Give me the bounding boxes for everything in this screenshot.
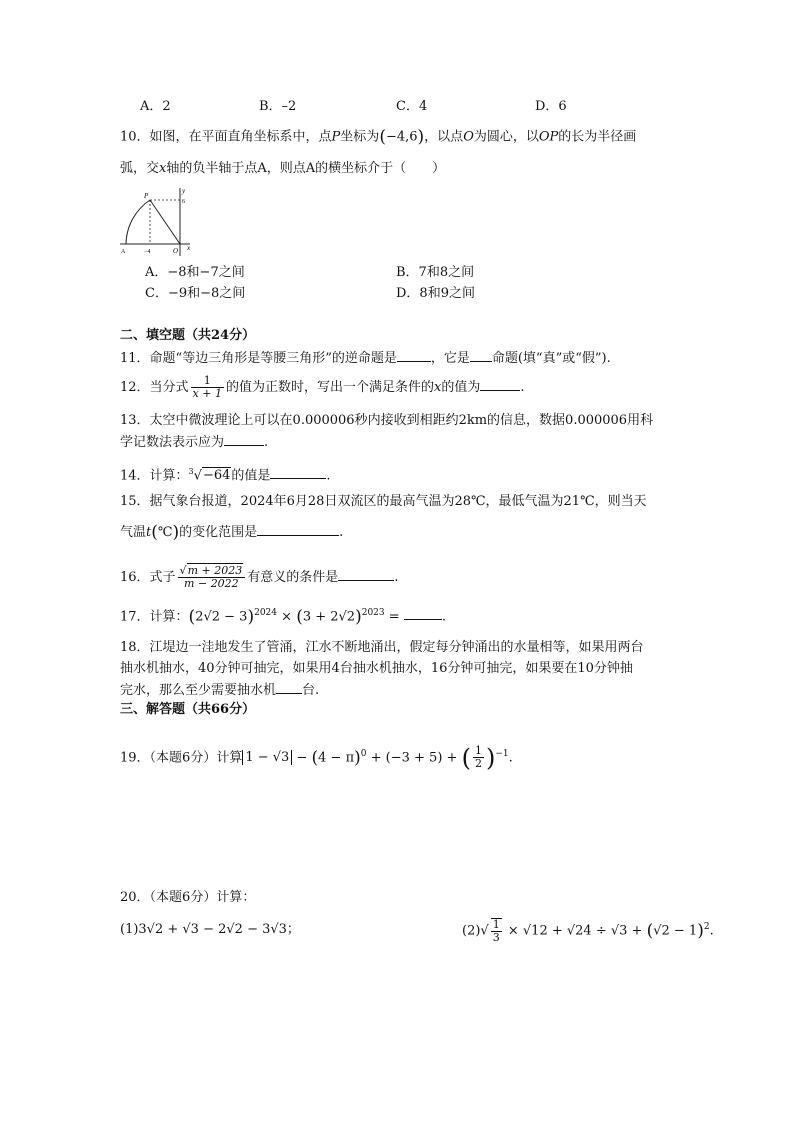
label-x: x bbox=[187, 244, 191, 252]
label-o: O bbox=[173, 247, 179, 255]
q20-part-2: (2)√ $\frac{1}{3}$ × $√12 + √24 \div √3 + (√2 - 1)^2$. bbox=[462, 918, 714, 944]
q9-option-a: A．2 bbox=[140, 99, 171, 114]
q12-blank[interactable] bbox=[480, 378, 520, 391]
q15-line-1: 15．据气象台报道，2024年6月28日双流区的最高气温为28℃，最低气温为21℃，则当天 bbox=[120, 494, 647, 509]
q17: 17．计算：$(2√2 - 3)^{2024} \times (3 + 2√2)^{2023}$ = . bbox=[120, 606, 446, 627]
q15-line-2: 气温t(℃)的变化范围是 . bbox=[120, 522, 344, 543]
q17-blank[interactable] bbox=[404, 607, 442, 620]
q13-blank[interactable] bbox=[224, 433, 264, 446]
q13-line-2: 学记数法表示应为 . bbox=[120, 435, 269, 450]
q9-option-c: C．4 bbox=[396, 99, 428, 114]
q13-line-1: 13．太空中微波理论上可以在0.000006秒内接收到相距约2km的信息，数据0.000006用科 bbox=[120, 413, 654, 428]
q20-title: 20．（本题6分）计算： bbox=[120, 890, 256, 905]
q11-blank-1[interactable] bbox=[397, 349, 431, 362]
q16-blank[interactable] bbox=[338, 568, 394, 581]
label-minus-four: −4 bbox=[144, 249, 151, 255]
label-six: 6 bbox=[182, 199, 185, 205]
q18-line-1: 18．江堤边一洼地发生了管涌，江水不断地涌出，假定每分钟涌出的水量相等，如果用两台 bbox=[120, 640, 644, 655]
q14-blank[interactable] bbox=[270, 466, 326, 479]
q18-line-2: 抽水机抽水，40分钟可抽完，如果用4台抽水机抽水，16分钟可抽完，如果要在10分钟抽 bbox=[120, 661, 633, 676]
arc-op bbox=[126, 200, 150, 244]
q18-line-3: 完水，那么至少需要抽水机 台. bbox=[120, 683, 320, 698]
q19: 19．（本题6分）计算 $1 - √3 - (4 - \pi)^0 + (-3 + 5)$ + ( $\frac{1}{2}$ )$^{-1}$. bbox=[120, 743, 513, 772]
q10-line-1: 10．如图，在平面直角坐标系中，点P坐标为(−4,6)，以点O为圆心，以OP的长为半径画 bbox=[120, 127, 637, 147]
q10-option-a: A．−8和−7之间 bbox=[145, 265, 245, 280]
section-2-heading: 二、填空题（共24分） bbox=[120, 328, 256, 343]
q16: 16．式子 $\frac{√m + 2023}{m - 2022}$ 有意义的条件是 . bbox=[120, 564, 399, 590]
label-p: P bbox=[144, 192, 149, 200]
q19-fraction: $\frac{1}{2}$ bbox=[474, 744, 482, 771]
section-3-heading: 三、解答题（共66分） bbox=[120, 702, 256, 717]
q10-option-d: D．8和9之间 bbox=[396, 286, 475, 301]
q11: 11．命题“等边三角形是等腰三角形”的逆命题是 ，它是 命题(填“真”或“假”). bbox=[120, 351, 611, 366]
q12-fraction: $\frac{1}{x + 1}$ bbox=[192, 374, 222, 400]
q20-fraction: $\frac{1}{3}$ bbox=[492, 918, 500, 944]
q20-part-1: (1)3√2 + √3 − 2√2 − 3√3； bbox=[120, 922, 300, 937]
label-a: A bbox=[121, 249, 126, 255]
q18-blank[interactable] bbox=[276, 681, 302, 694]
q15-blank[interactable] bbox=[257, 523, 339, 536]
segment-op bbox=[150, 200, 180, 244]
q16-fraction: $\frac{√m + 2023}{m - 2022}$ bbox=[178, 565, 246, 590]
q10-coordinate-figure bbox=[118, 186, 194, 258]
q10-option-c: C．−9和−8之间 bbox=[145, 286, 246, 301]
label-y: y bbox=[182, 187, 186, 195]
q9-option-b: B．–2 bbox=[259, 99, 297, 114]
q11-blank-2[interactable] bbox=[470, 349, 492, 362]
q12: 12．当分式 $\frac{1}{x + 1}$ 的值为正数时，写出一个满足条件的x的值为 . bbox=[120, 374, 525, 400]
q10-option-b: B．7和8之间 bbox=[396, 265, 475, 280]
q10-line-2: 弧，交x轴的负半轴于点A，则点A的横坐标介于（ ） bbox=[120, 161, 446, 176]
q14: 14．计算：$^3$√−64的值是 . bbox=[120, 467, 331, 484]
q9-option-d: D．6 bbox=[535, 99, 567, 114]
